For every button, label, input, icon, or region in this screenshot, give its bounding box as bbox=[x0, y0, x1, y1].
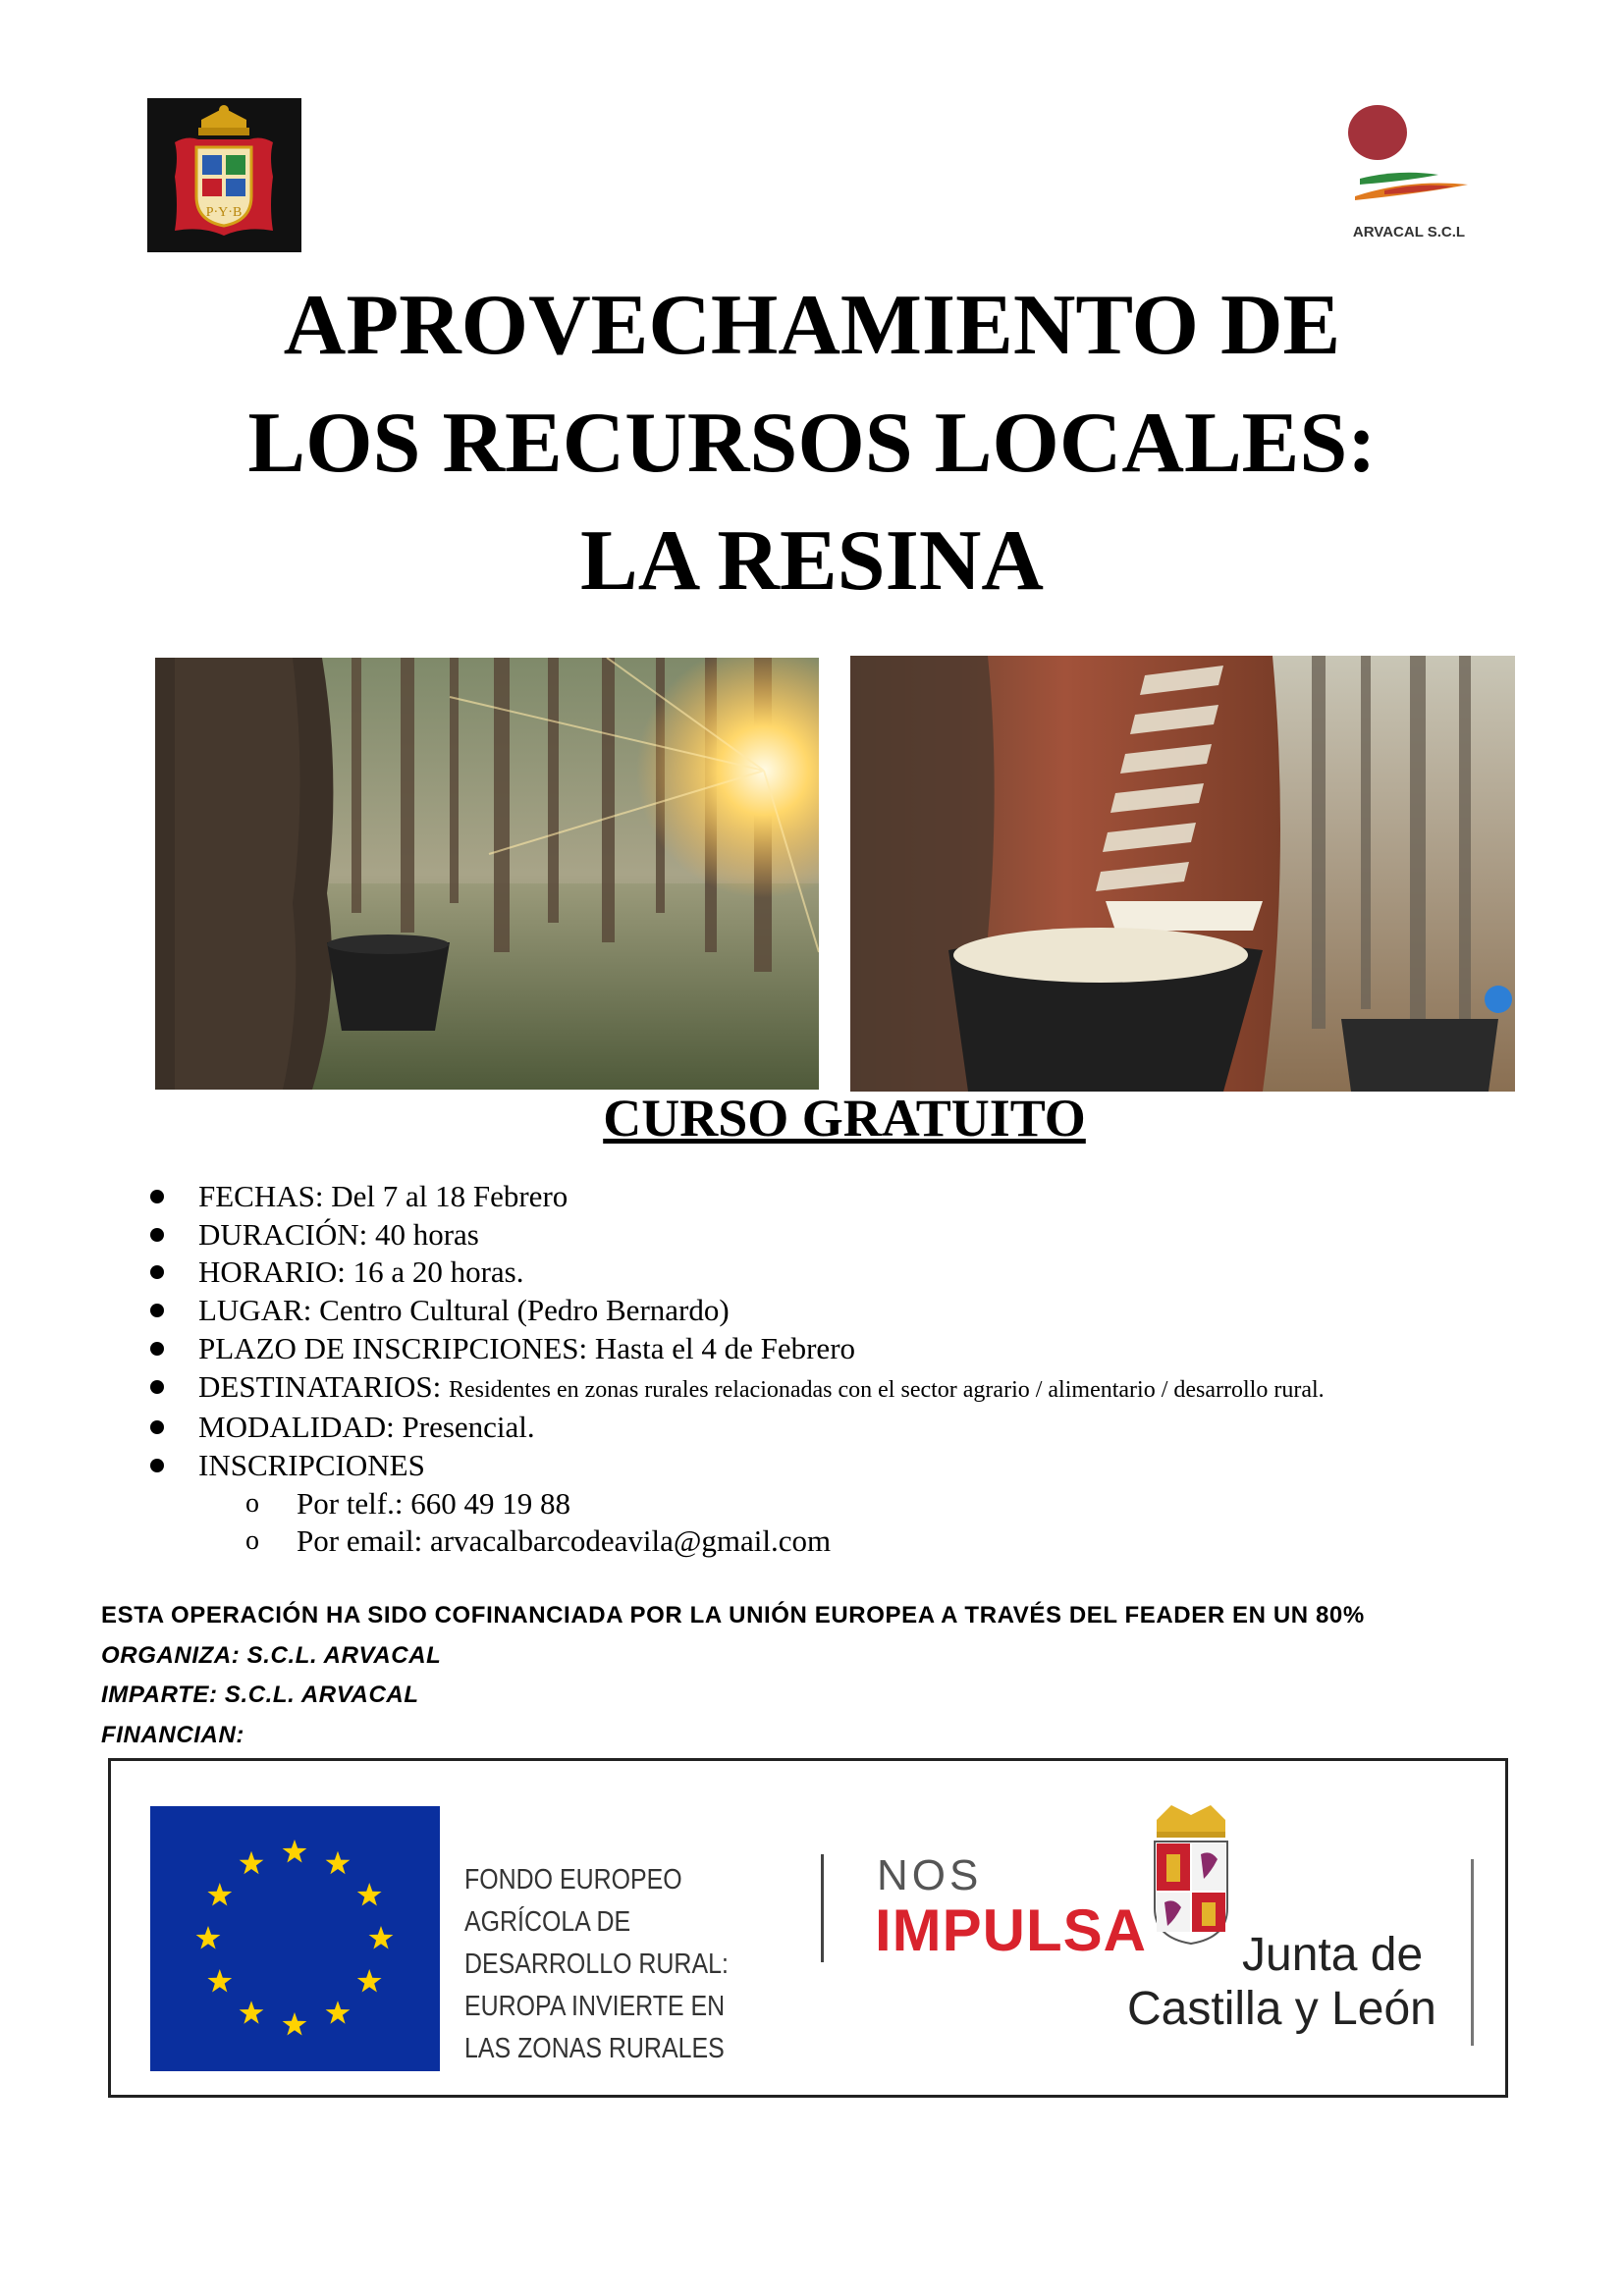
eu-star-icon bbox=[283, 2012, 307, 2036]
course-subtitle: CURSO GRATUITO bbox=[603, 1089, 1086, 1148]
list-item-duracion: DURACIÓN: 40 horas bbox=[147, 1216, 1600, 1255]
feader-line: FONDO EUROPEO bbox=[464, 1864, 682, 1896]
bullet-icon bbox=[150, 1342, 164, 1356]
bullet-icon bbox=[150, 1228, 164, 1242]
list-item-modalidad: MODALIDAD: Presencial. bbox=[147, 1409, 1600, 1447]
resin-tapping-tree-photo bbox=[850, 656, 1515, 1092]
arvacal-mark-icon bbox=[1330, 98, 1488, 221]
eu-star-icon bbox=[240, 2001, 264, 2024]
course-info-list bbox=[147, 1178, 1600, 1561]
title-line-1: APROVECHAMIENTO DE bbox=[283, 278, 1341, 373]
bullet-icon bbox=[150, 1459, 164, 1472]
crest-icon bbox=[147, 98, 301, 252]
nos-impulsa-impulsa: IMPULSA bbox=[875, 1897, 1147, 1963]
list-item-inscripciones: INSCRIPCIONES bbox=[147, 1447, 1600, 1485]
sublist-item-telefono: o Por telf.: 660 49 19 88 bbox=[147, 1485, 1600, 1523]
junta-de-text: Junta de bbox=[1242, 1929, 1424, 1981]
bullet-icon bbox=[150, 1420, 164, 1434]
funders-label: FINANCIAN: bbox=[101, 1722, 244, 1748]
eu-star-icon bbox=[207, 1883, 232, 1906]
organizer-line: ORGANIZA: S.C.L. ARVACAL bbox=[101, 1642, 442, 1669]
nos-impulsa-nos: NOS bbox=[877, 1851, 983, 1899]
eu-star-icon bbox=[369, 1926, 394, 1949]
eu-star-icon bbox=[357, 1969, 382, 1993]
arvacal-caption: ARVACAL S.C.L bbox=[1352, 224, 1466, 240]
feader-line: EUROPA INVIERTE EN bbox=[464, 1991, 726, 2022]
eu-star-icon bbox=[326, 2001, 351, 2024]
eu-star-icon bbox=[240, 1851, 264, 1875]
list-item-plazo: PLAZO DE INSCRIPCIONES: Hasta el 4 de Febrero bbox=[147, 1330, 1600, 1368]
page-title bbox=[125, 267, 1499, 620]
sublist-item-email: o Por email: arvacalbarcodeavila@gmail.com bbox=[147, 1522, 1600, 1561]
divider bbox=[821, 1854, 824, 1962]
eu-star-icon bbox=[357, 1883, 382, 1906]
bullet-icon bbox=[150, 1190, 164, 1203]
pine-forest-sunrise-photo bbox=[155, 658, 819, 1090]
eu-star-icon bbox=[207, 1969, 232, 1993]
municipal-crest-logo bbox=[147, 98, 301, 252]
list-item-lugar: LUGAR: Centro Cultural (Pedro Bernardo) bbox=[147, 1292, 1600, 1330]
eu-star-icon bbox=[196, 1926, 221, 1949]
sub-bullet: o bbox=[245, 1487, 259, 1519]
title-line-2: LOS RECURSOS LOCALES: bbox=[247, 396, 1377, 491]
list-item-destinatarios: DESTINATARIOS: Residentes en zonas rurales relacionadas con el sector agrario / alimentario / desarrollo rural. bbox=[147, 1368, 1600, 1410]
feader-line: DESARROLLO RURAL: bbox=[464, 1949, 729, 1980]
cofinancing-notice: ESTA OPERACIÓN HA SIDO COFINANCIADA POR LA UNIÓN EUROPEA A TRAVÉS DEL FEADER EN UN 80% bbox=[101, 1602, 1365, 1629]
funders-logo-box bbox=[108, 1758, 1508, 2098]
sub-bullet: o bbox=[245, 1525, 259, 1557]
list-item-fechas: FECHAS: Del 7 al 18 Febrero bbox=[147, 1178, 1600, 1216]
feader-text bbox=[464, 1859, 729, 2070]
eu-star-icon bbox=[283, 1840, 307, 1863]
eu-star-icon bbox=[326, 1851, 351, 1875]
bullet-icon bbox=[150, 1304, 164, 1317]
bullet-icon bbox=[150, 1380, 164, 1394]
castilla-y-leon-text: Castilla y León bbox=[1127, 1983, 1436, 2035]
eu-flag-icon bbox=[150, 1806, 440, 2071]
title-line-3: LA RESINA bbox=[580, 513, 1044, 609]
instructor-line: IMPARTE: S.C.L. ARVACAL bbox=[101, 1682, 419, 1708]
feader-line: LAS ZONAS RURALES bbox=[464, 2033, 725, 2064]
feader-line: AGRÍCOLA DE bbox=[464, 1906, 631, 1938]
bullet-icon bbox=[150, 1265, 164, 1279]
divider bbox=[1471, 1859, 1474, 2046]
arvacal-logo bbox=[1330, 98, 1488, 245]
svg-text:P·Y·B: P·Y·B bbox=[205, 205, 243, 220]
castilla-leon-crest-icon bbox=[1147, 1800, 1235, 1948]
list-item-horario: HORARIO: 16 a 20 horas. bbox=[147, 1254, 1600, 1292]
